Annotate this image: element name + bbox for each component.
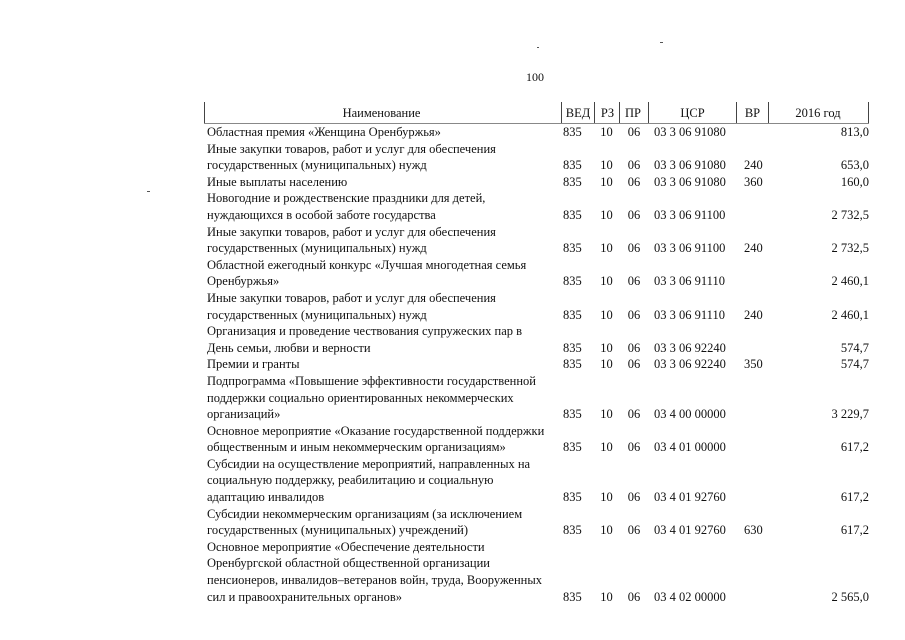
row-sum: 160,0 xyxy=(840,174,869,189)
row-rz: 10 xyxy=(600,207,613,222)
row-ved: 835 xyxy=(563,241,582,256)
row-name: Иные закупки товаров, работ и услуг для обеспечения государственных (муниципальных) нужд xyxy=(207,290,496,322)
header-year: 2016 год xyxy=(795,106,841,120)
row-ved: 835 xyxy=(563,158,582,173)
row-sum: 574,7 xyxy=(840,357,869,372)
row-sum: 574,7 xyxy=(840,340,869,355)
row-name: Основное мероприятие «Обеспечение деятельности Оренбургской областной общественной организации пенсионеров, инвалидов–ветеранов войн, труда, Вооруженных сил и правоохранительных органов» xyxy=(207,539,542,604)
row-pr: 06 xyxy=(627,241,641,256)
row-csr: 03 4 02 00000 xyxy=(654,589,726,604)
row-pr: 06 xyxy=(627,207,641,222)
row-rz: 10 xyxy=(600,357,613,372)
row-name: Иные закупки товаров, работ и услуг для обеспечения государственных (муниципальных) нужд xyxy=(207,141,496,173)
table-row xyxy=(204,506,869,539)
row-vr: 360 xyxy=(744,174,763,189)
row-pr: 06 xyxy=(627,407,641,422)
row-vr: 240 xyxy=(744,158,763,173)
row-name: Основное мероприятие «Оказание государственной поддержки общественным и иным некоммерческим организациям» xyxy=(207,423,545,455)
row-name: Областной ежегодный конкурс «Лучшая многодетная семья Оренбуржья» xyxy=(207,257,527,289)
row-sum: 3 229,7 xyxy=(831,407,869,422)
row-sum: 2 732,5 xyxy=(831,207,869,222)
row-pr: 06 xyxy=(627,440,641,455)
scan-speck xyxy=(537,47,539,48)
row-name: Иные закупки товаров, работ и услуг для обеспечения государственных (муниципальных) нужд xyxy=(207,224,496,256)
row-rz: 10 xyxy=(600,490,613,505)
header-name: Наименование xyxy=(342,106,421,120)
table-body xyxy=(204,124,869,605)
row-sum: 617,2 xyxy=(840,523,869,538)
row-ved: 835 xyxy=(563,523,582,538)
row-csr: 03 3 06 91080 xyxy=(654,125,726,139)
row-csr: 03 3 06 92240 xyxy=(654,357,726,372)
row-rz: 10 xyxy=(600,589,613,604)
row-ved: 835 xyxy=(563,307,582,322)
row-ved: 835 xyxy=(563,274,582,289)
row-name: Субсидии на осуществление мероприятий, направленных на социальную поддержку, реабилитацию и социальную адаптацию инвалидов xyxy=(207,456,531,505)
table-row xyxy=(204,539,869,605)
row-rz: 10 xyxy=(600,340,613,355)
row-name: Подпрограмма «Повышение эффективности государственной поддержки социально ориентированных некоммерческих организаций» xyxy=(207,373,536,422)
table-row xyxy=(204,174,869,191)
row-rz: 10 xyxy=(600,407,613,422)
row-pr: 06 xyxy=(627,357,641,372)
row-vr: 630 xyxy=(744,523,763,538)
row-rz: 10 xyxy=(600,158,613,173)
row-name: Субсидии некоммерческим организациям (за исключением государственных (муниципальных) учреждений) xyxy=(207,506,523,538)
table-row xyxy=(204,141,869,174)
row-csr: 03 3 06 91080 xyxy=(654,158,726,173)
row-ved: 835 xyxy=(563,174,582,189)
table-row xyxy=(204,224,869,257)
row-name: Организация и проведение чествования супружеских пар в День семьи, любви и верности xyxy=(207,324,523,355)
row-csr: 03 3 06 92240 xyxy=(654,340,726,355)
header-rz: РЗ xyxy=(600,106,615,120)
row-sum: 617,2 xyxy=(840,490,869,505)
row-ved: 835 xyxy=(563,207,582,222)
row-pr: 06 xyxy=(627,307,641,322)
row-sum: 653,0 xyxy=(840,158,869,173)
row-csr: 03 4 01 92760 xyxy=(654,490,726,505)
table-row xyxy=(204,373,869,423)
row-rz: 10 xyxy=(600,125,613,139)
row-csr: 03 3 06 91080 xyxy=(654,174,726,189)
row-csr: 03 3 06 91110 xyxy=(654,274,725,289)
row-csr: 03 4 00 00000 xyxy=(654,407,726,422)
row-pr: 06 xyxy=(627,174,641,189)
row-csr: 03 3 06 91100 xyxy=(654,241,726,256)
header-ved: ВЕД xyxy=(565,106,591,120)
scan-speck xyxy=(147,191,150,192)
row-rz: 10 xyxy=(600,523,613,538)
row-vr: 240 xyxy=(744,307,763,322)
row-ved: 835 xyxy=(563,589,582,604)
row-sum: 2 565,0 xyxy=(831,589,869,604)
row-sum: 813,0 xyxy=(840,125,869,139)
page-number: 100 xyxy=(526,70,544,84)
row-rz: 10 xyxy=(600,307,613,322)
row-pr: 06 xyxy=(627,490,641,505)
row-ved: 835 xyxy=(563,357,582,372)
row-ved: 835 xyxy=(563,125,582,139)
table-row xyxy=(204,257,869,290)
row-csr: 03 3 06 91100 xyxy=(654,207,726,222)
row-csr: 03 4 01 92760 xyxy=(654,523,726,538)
header-csr: ЦСР xyxy=(680,106,705,120)
row-ved: 835 xyxy=(563,407,582,422)
row-name: Премии и гранты xyxy=(207,357,300,372)
row-ved: 835 xyxy=(563,440,582,455)
row-rz: 10 xyxy=(600,440,613,455)
row-rz: 10 xyxy=(600,241,613,256)
table-row xyxy=(204,423,869,456)
row-name: Иные выплаты населению xyxy=(207,174,348,189)
row-csr: 03 3 06 91110 xyxy=(654,307,725,322)
row-pr: 06 xyxy=(627,125,641,139)
table-row xyxy=(204,190,869,223)
table-row xyxy=(204,290,869,323)
table-row xyxy=(204,356,869,373)
row-pr: 06 xyxy=(627,274,641,289)
row-ved: 835 xyxy=(563,490,582,505)
row-sum: 2 460,1 xyxy=(831,307,869,322)
table-header xyxy=(204,101,869,124)
header-pr: ПР xyxy=(625,106,641,120)
row-csr: 03 4 01 00000 xyxy=(654,440,726,455)
row-pr: 06 xyxy=(627,158,641,173)
row-pr: 06 xyxy=(627,340,641,355)
scan-speck xyxy=(660,42,663,43)
budget-table xyxy=(204,101,869,605)
row-name: Областная премия «Женщина Оренбуржья» xyxy=(207,125,441,139)
row-vr: 240 xyxy=(744,241,763,256)
table-row xyxy=(204,124,869,141)
row-rz: 10 xyxy=(600,174,613,189)
row-rz: 10 xyxy=(600,274,613,289)
row-sum: 2 732,5 xyxy=(831,241,869,256)
row-ved: 835 xyxy=(563,340,582,355)
table-row xyxy=(204,456,869,506)
header-vr: ВР xyxy=(744,106,761,120)
row-pr: 06 xyxy=(627,523,641,538)
row-sum: 617,2 xyxy=(840,440,869,455)
row-pr: 06 xyxy=(627,589,641,604)
row-sum: 2 460,1 xyxy=(831,274,869,289)
row-name: Новогодние и рождественские праздники для детей, нуждающихся в особой заботе государства xyxy=(207,191,486,222)
row-vr: 350 xyxy=(744,357,763,372)
table-row xyxy=(204,323,869,356)
header-divider xyxy=(868,102,869,123)
